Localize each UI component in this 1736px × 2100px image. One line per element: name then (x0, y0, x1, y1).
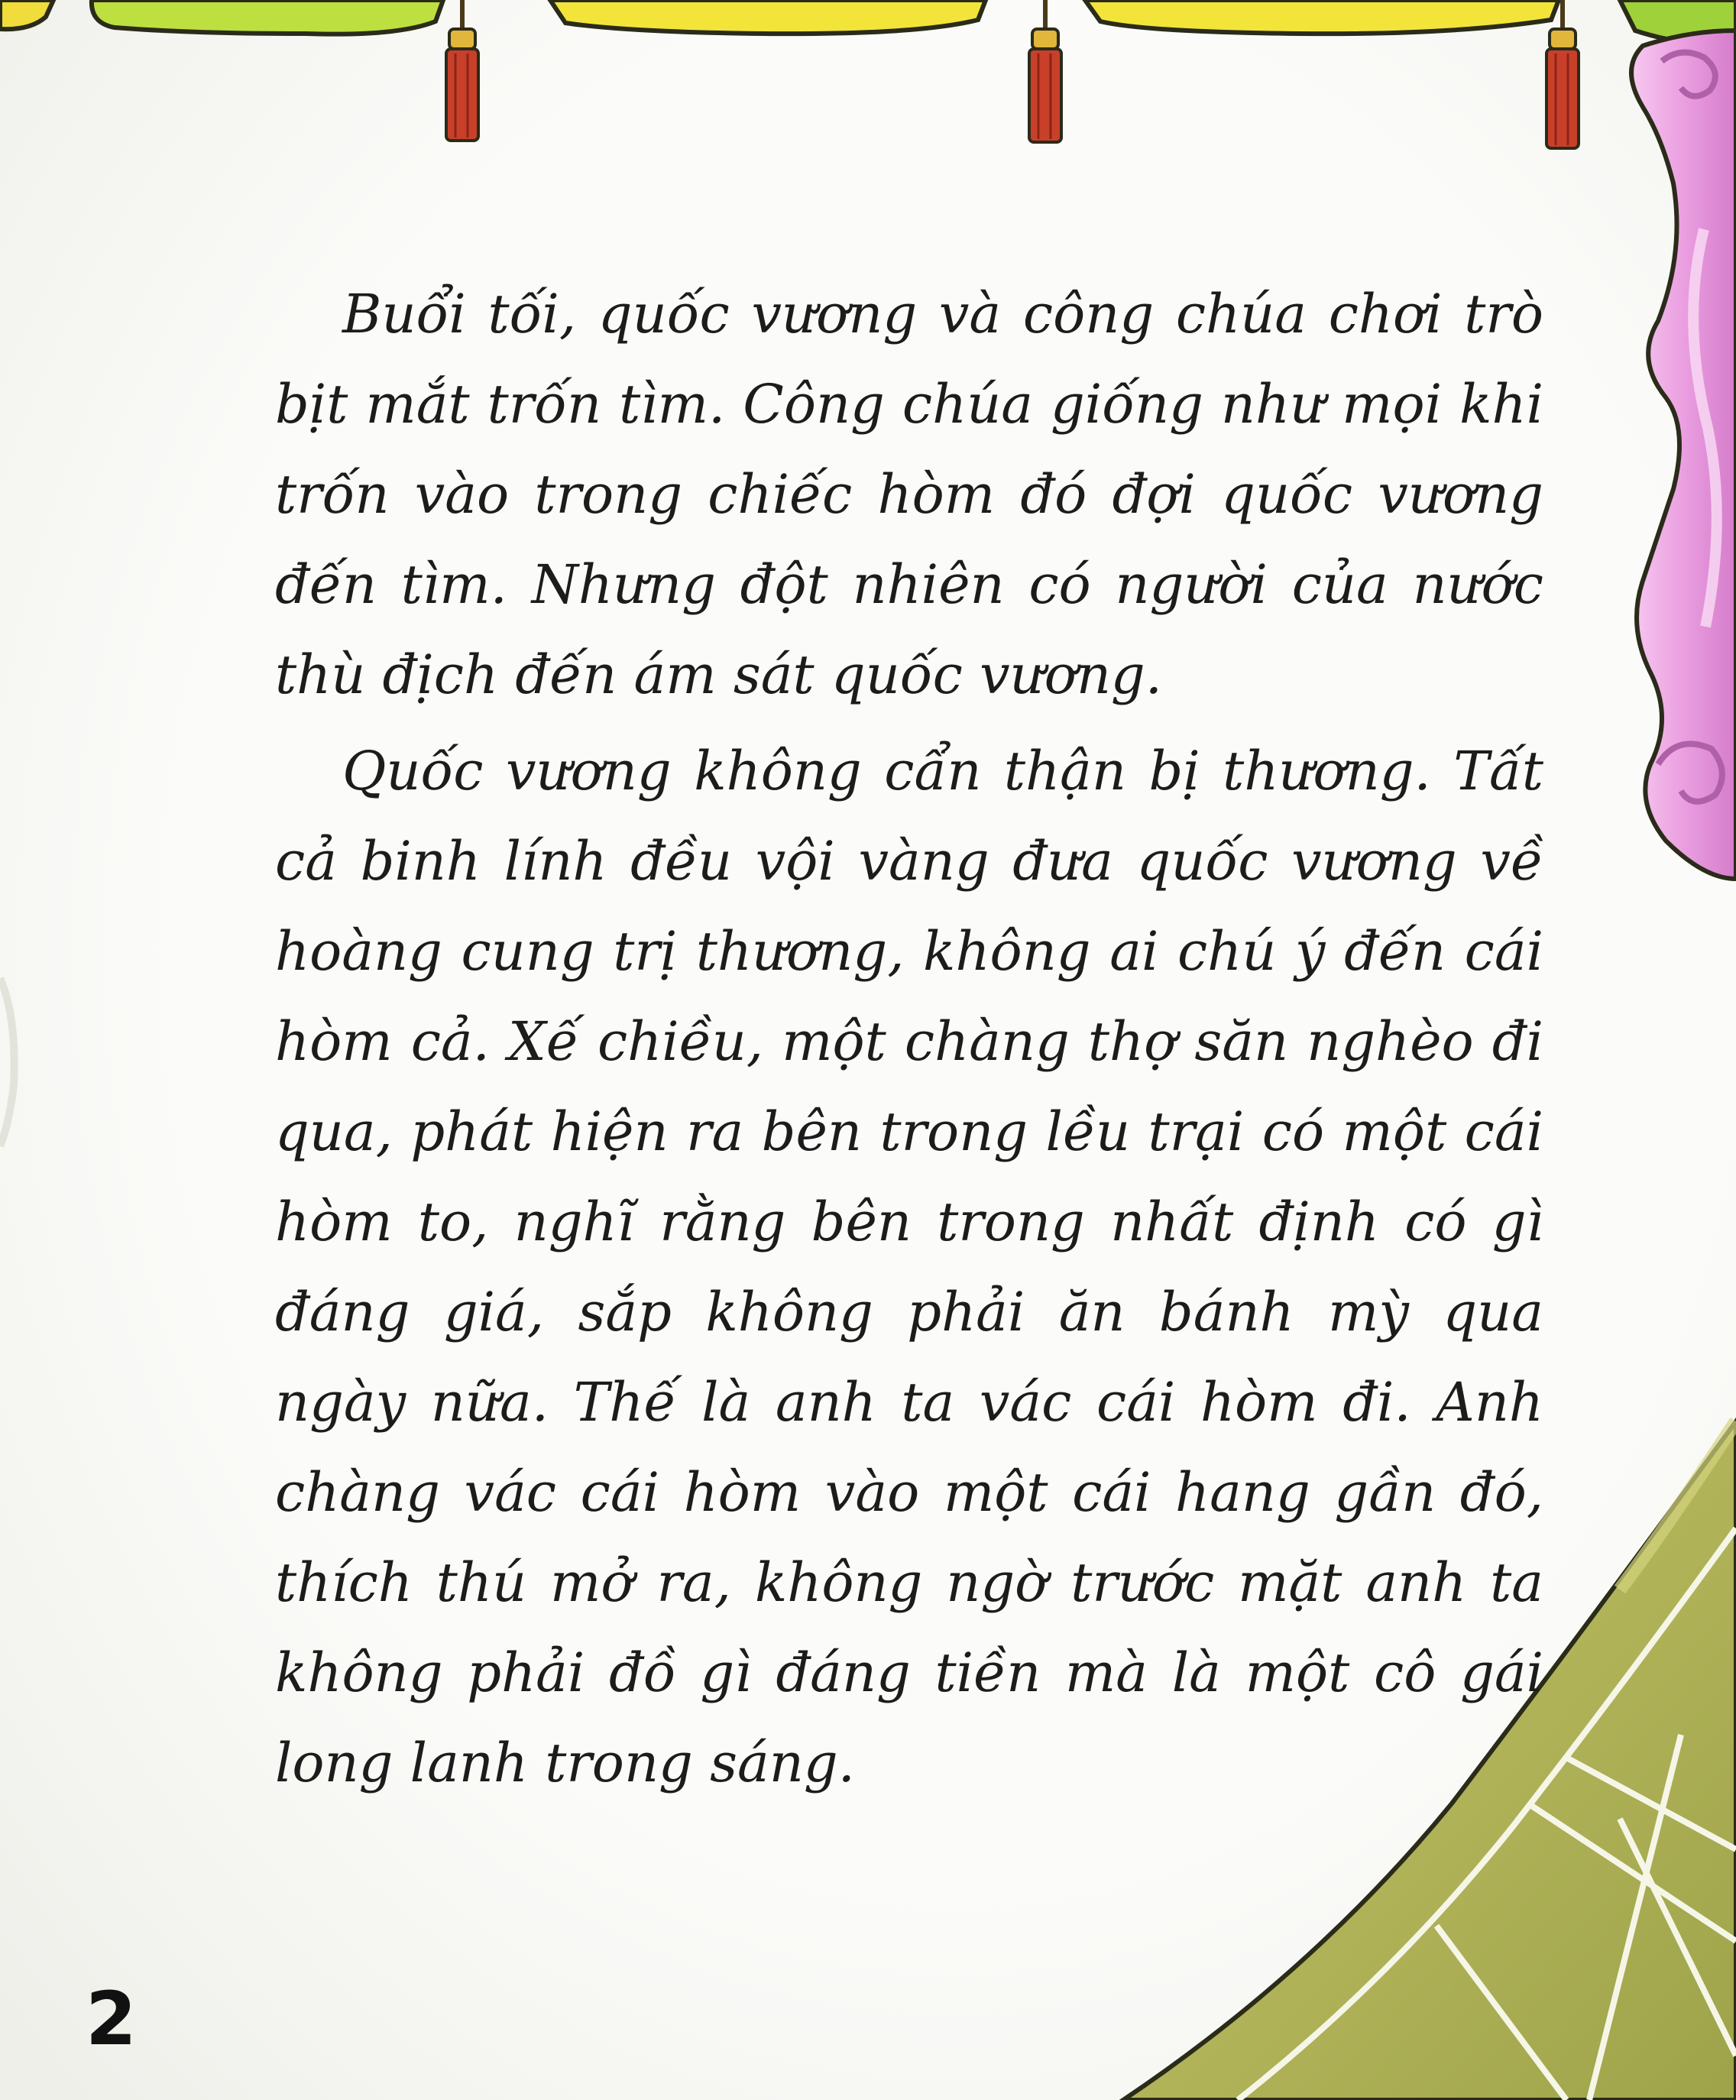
story-text (275, 269, 1543, 1814)
story-paragraph: Quốc vương không cẩn thận bị thương. Tất cả binh lính đều vội vàng đưa quốc vương về hoàng cung trị thương, không ai chú ý đến cái hòm cả. Xế chiều, một chàng thợ săn nghèo đi qua, phát hiện ra bên trong lều trại có một cái hòm to, nghĩ rằng bên trong nhất định có gì đáng giá, sắp không phải ăn bánh mỳ qua ngày nữa. Thế là anh ta vác cái hòm đi. Anh chàng vác cái hòm vào một cái hang gần đó, thích thú mở ra, không ngờ trước mặt anh ta không phải đồ gì đáng tiền mà là một cô gái long lanh trong sáng. (275, 740, 1543, 1794)
page-number: 2 (86, 1976, 137, 2062)
story-paragraph: Buổi tối, quốc vương và công chúa chơi trò bịt mắt trốn tìm. Công chúa giống như mọi khi trốn vào trong chiếc hòm đó đợi quốc vương đến tìm. Nhưng đột nhiên có người của nước thù địch đến ám sát quốc vương. (275, 283, 1543, 706)
